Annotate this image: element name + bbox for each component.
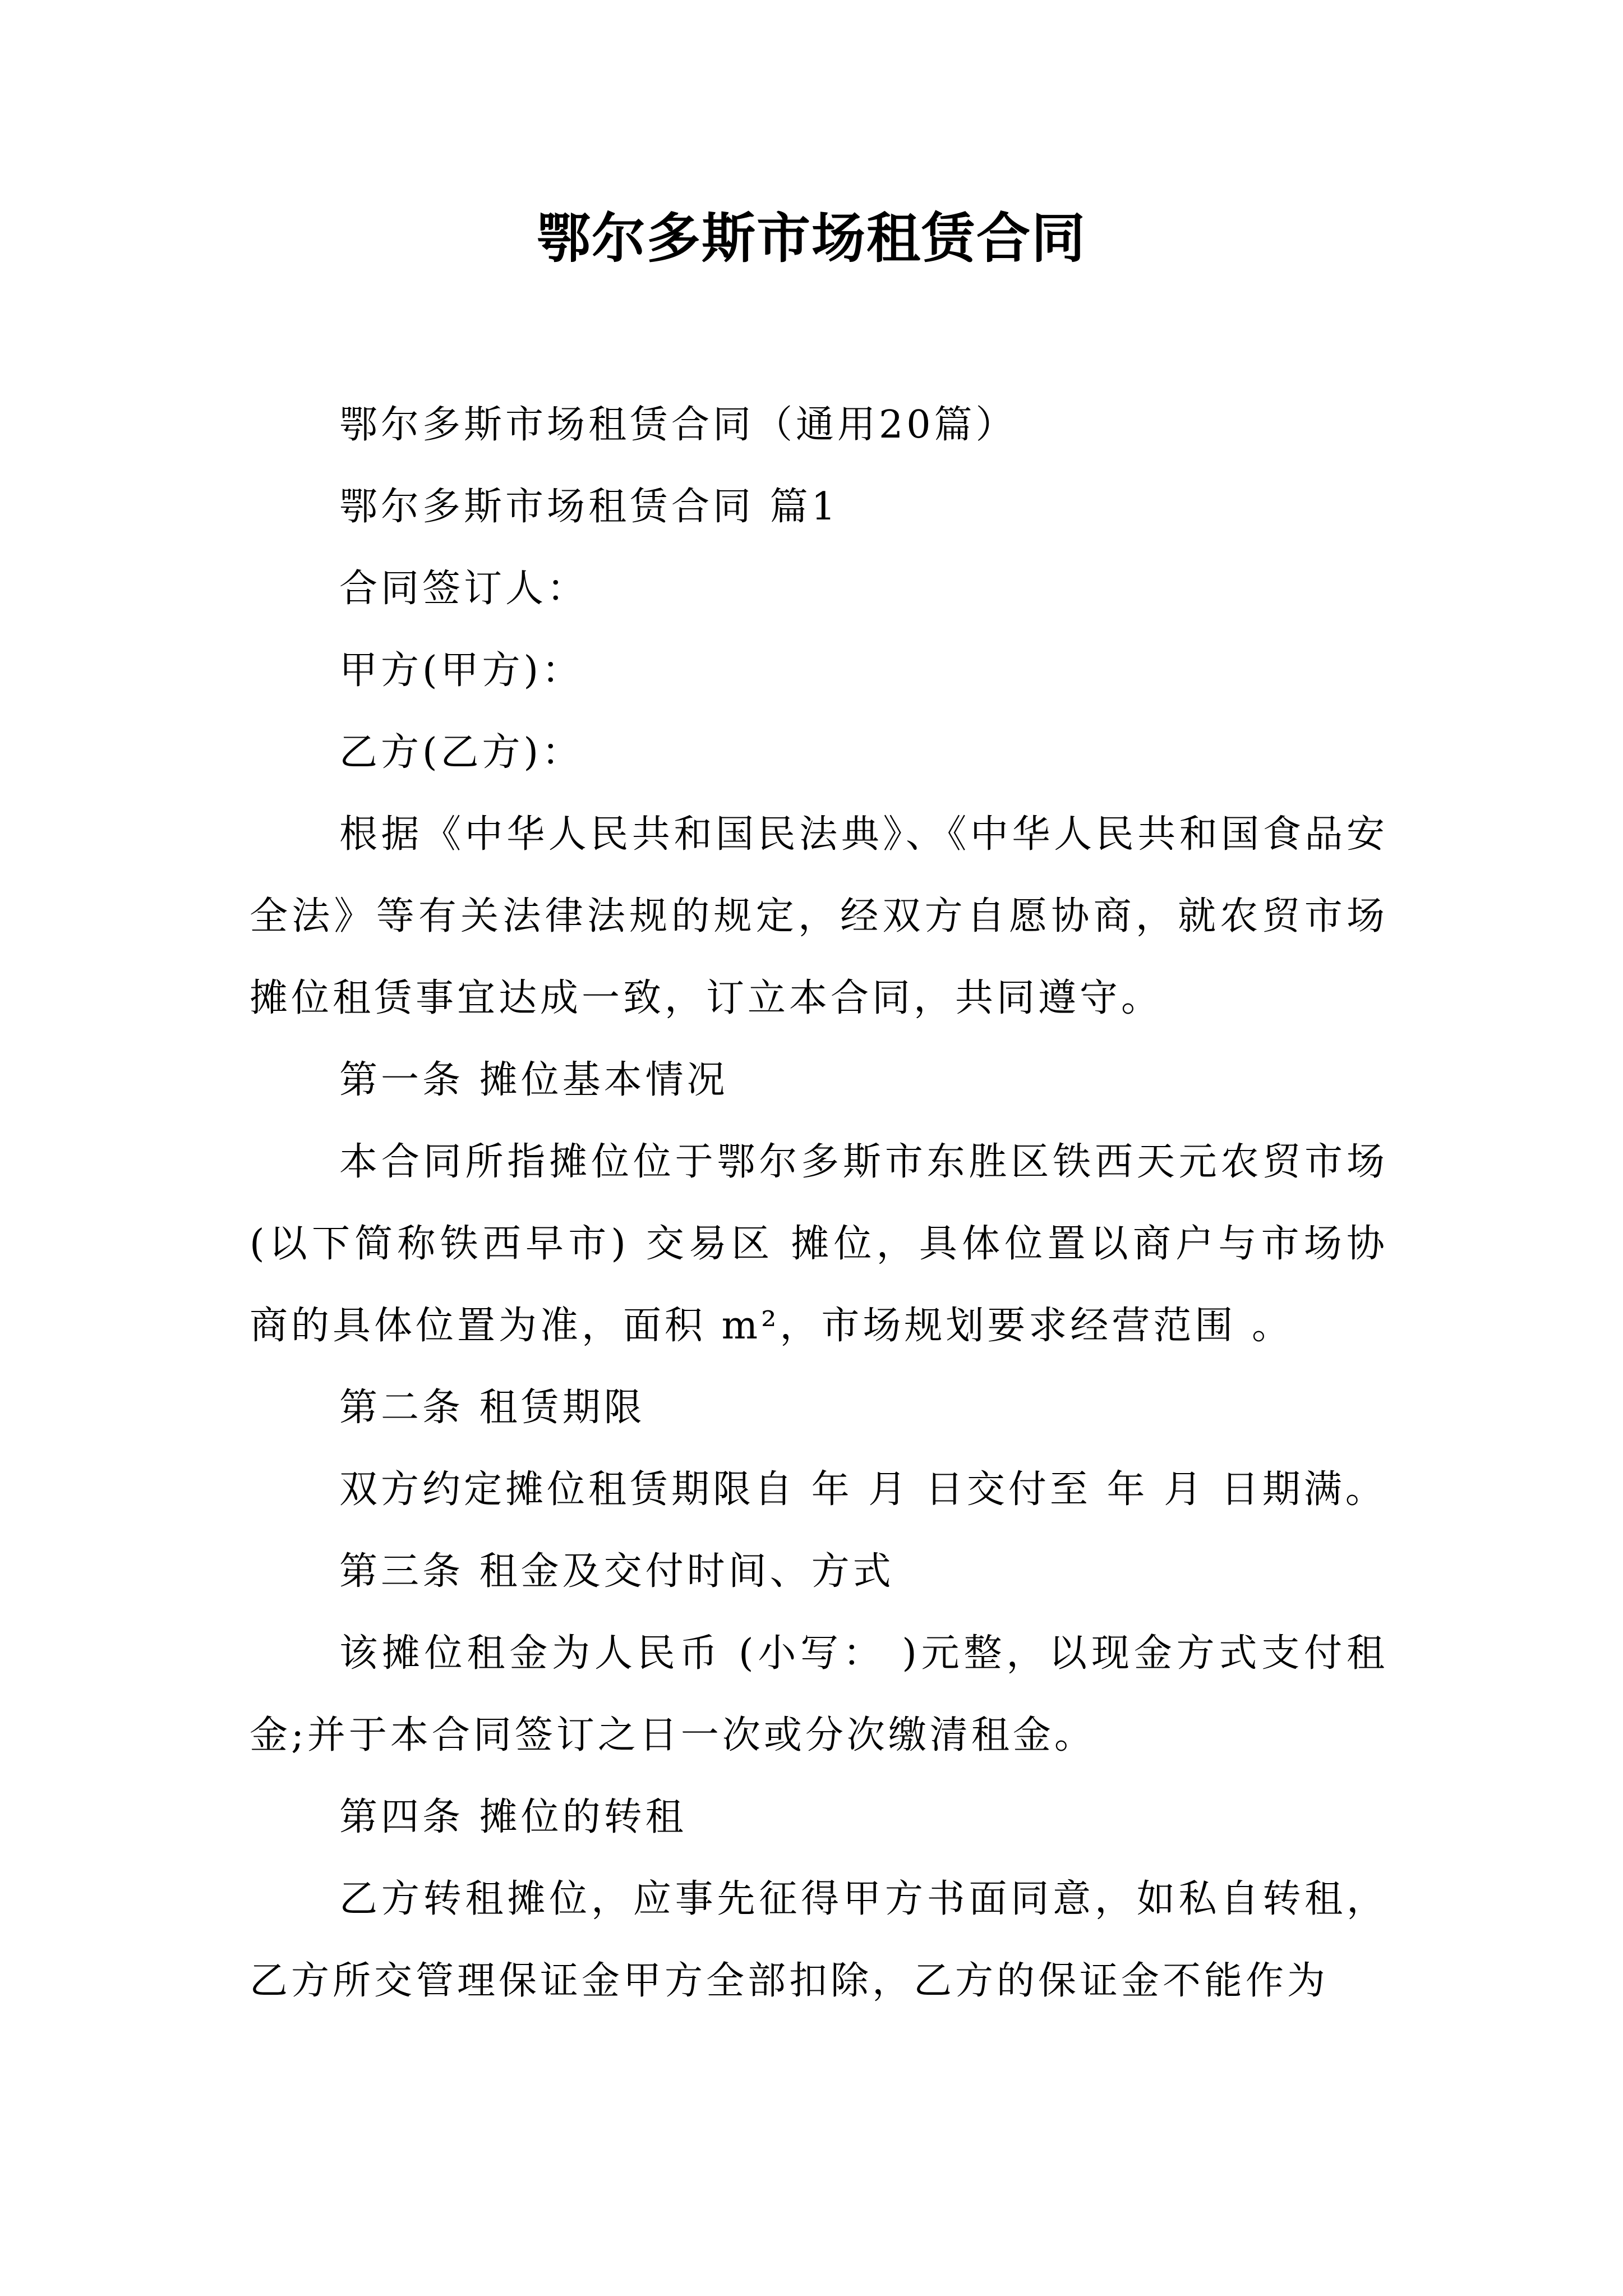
section-heading: 鄂尔多斯市场租赁合同 篇1 bbox=[339, 485, 839, 529]
preamble-paragraph: 根据《中华人民共和国民法典》、《中华人民共和国食品安全法》等有关法律法规的规定，经双方自愿协商，就农贸市场摊位租赁事宜达成一致，订立本合同，共同遵守。 bbox=[250, 812, 1388, 1020]
article-heading: 第三条 租金及交付时间、方式 bbox=[339, 1549, 895, 1594]
party-b-label: 乙方(乙方)： bbox=[339, 730, 584, 775]
signatories-label: 合同签订人： bbox=[339, 567, 589, 611]
article-paragraph: 该摊位租金为人民币 (小写： )元整，以现金方式支付租金;并于本合同签订之日一次或分次缴清租金。 bbox=[250, 1631, 1388, 1757]
article-heading: 第四条 摊位的转租 bbox=[339, 1795, 687, 1839]
subtitle-paragraph: 鄂尔多斯市场租赁合同（通用20篇） bbox=[339, 403, 1017, 447]
article-paragraph: 乙方转租摊位，应事先征得甲方书面同意，如私自转租，乙方所交管理保证金甲方全部扣除，乙方的保证金不能作为 bbox=[250, 1877, 1388, 2003]
document-body bbox=[250, 384, 1388, 2022]
article-paragraph: 双方约定摊位租赁期限自 年 月 日交付至 年 月 日期满。 bbox=[339, 1467, 1387, 1512]
article-heading: 第二条 租赁期限 bbox=[339, 1386, 645, 1430]
article-heading: 第一条 摊位基本情况 bbox=[339, 1058, 728, 1102]
party-a-label: 甲方(甲方)： bbox=[339, 648, 584, 693]
article-paragraph: 本合同所指摊位位于鄂尔多斯市东胜区铁西天元农贸市场(以下简称铁西早市) 交易区 摊位，具体位置以商户与市场协商的具体位置为准，面积 m²，市场规划要求经营范围 。 bbox=[250, 1140, 1388, 1348]
document-title: 鄂尔多斯市场租赁合同 bbox=[537, 207, 1086, 270]
